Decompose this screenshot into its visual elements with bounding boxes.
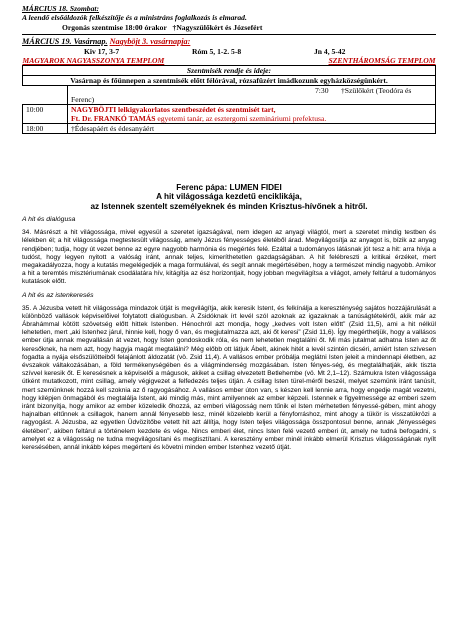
mass-time-1000: 10:00 [23, 105, 68, 124]
mass-time-1800: 18:00 [23, 124, 68, 134]
divider [22, 34, 436, 35]
saturday-notice: A leendő elsőáldozók felkészítője és a ministráns foglalkozás is elmarad. [22, 13, 247, 23]
rosary-notice: Vasárnap és főünnepen a szentmisék előtt félórával, rózsafüzért imádkozunk egyházközségünkért. [23, 76, 436, 86]
section-heading-1: A hit és dialógusa [22, 216, 76, 224]
article-subtitle-2: az Istennek szentelt személyeknek és minden Krisztus-hívőnek a hitről. [90, 201, 368, 211]
mass-schedule [22, 56, 436, 134]
schedule-heading: Szentmisék rendje és ideje: [23, 66, 436, 76]
announcements [22, 4, 436, 134]
church-2: SZENTHÁROMSÁG TEMPLOM [328, 56, 436, 66]
sunday-readings: Kiv 17, 3-7 Róm 5, 1-2. 5-8 Jn 4, 5-42 [84, 47, 346, 57]
article-title: Ferenc pápa: LUMEN FIDEI [176, 183, 282, 192]
church-1: MAGYAROK NAGYASSZONYA TEMPLOM [22, 56, 165, 66]
saturday-date: MÁRCIUS 18. Szombat: [22, 4, 100, 13]
mass-row-1800: †Édesapáért és édesanyáért [68, 124, 436, 134]
article [22, 183, 436, 452]
section-heading-2: A hit és az istenkeresés [22, 291, 94, 299]
paragraph-35: 35. A Jézusba vetett hit világossága mindazok útját is megvilágítja, akik keresik Istent, és felkínálja a kereszténység sajátos hozzájárulását a különböző vallások képviselőivel folytatott dialógusban. A Zsidóknak írt levél szól azoknak az igazaknak a tanúságtételéről, akik már az Ábrahámmal kötött szövetség előtt hittek Istenben. Hénochról azt mondja, hogy „kedves volt Isten előtt” (Zsid 11,5), ami a hit nélkül lehetetlen, mert „aki Istenhez járul, hinnie kell, hogy ő van, és megjutalmazza azt, aki őt keresi” (Zsid 11,6). Így megérthetjük, hogy a vallásos ember útja annak megvallásán át vezet, hogy Isten gondoskodik róla, és nem lehetetlen megtalálni őt. Mi más jutalmat adhatna Isten az őt keresőknek, ha nem azt, hogy hagyja magát megtalálni? Még előbb ott látjuk Ábelt, akinek hitét a levél szintén dicséri, amiért Isten szívesen fogadta a nyája elsőszülötteiből felajánlott áldozatát (vö. Zsid 11,4). A vallásos ember próbálja meglátni Isten jeleit a mindennapi életben, az évszakok váltakozásában, a föld termékenységében és a világmindenség mozgásában. Isten fényes-ség, és megtalálhatják, akik tiszta szívvel keresik őt. E keresésnek a képviselői a mágusok, akiket a csillag elvezetett Betlehembe (vö. Mt 2,1–12). Számukra Isten világossága útként mutatkozott, mint csillag, amely végigvezet a felfedezés teljes útján. A csillag Isten türel-méről beszél, melyet szemünk iránt tanúsít, mert szemünknek hozzá kell szoknia az ő ragyogásához. A vallásos ember úton van, s készen kell lennie arra, hogy engedje magát vezetni, hogy kilépjen önmagából és megtalálja Istent, aki mindig más, mint amilyennek az ember képzeli. Istennek e figyelmessége az emberi szem iránt bizonyítja, hogy amikor az ember közeledik őhozzá, az emberi világosság nem tűnik el Isten mérhetetlen fényessé-gében, mint ahogy hajnalban eltűnnek a csillagok, hanem annál fényesebb lesz, minél közelebb kerül a fényforráshoz, mint ahogy a tükör is visszatükrözi a ragyogást. A Jézusba, az egyetlen Üdvözítőbe vetett hit azt állítja, hogy Isten teljes világossága összpontosul benne, annak „fényességes életében”, akiben feltárul a történelem kezdete és vége. Nincs emberi élet, nincs Isten felé vezető emberi út, amely ne tudná befogadni, s amelyet ez a világosság ne tudna megvilágosítani és megtisztítani. A keresztény ember minél inkább elmerül Krisztus világosságának nyílt keresésében, annál inkább képes megérteni és követni minden ember Istenhez vezető útját. [22, 304, 436, 452]
paragraph-34: 34. Másrészt a hit világossága, mivel egyesül a szeretet igazságával, nem idegen az anyagi világtól, mert a szeretet mindig testben és lélekben él; a hit világossága megtestesült világosság, amely Jézus fényességes életéből árad. Megvilágosítja az anyagot is, bízik az anyag rendjében; tudja, hogy út vezet benne az egyre nagyobb harmónia és megértés felé. Ezáltal a tudományos látásnak jót tesz a hit: arra hívja a tudóst, hogy legyen nyitott a valóság iránt, annak teljes, kimeríthetetlen gazdagságában. A hit felébreszti a kritikai érzéket, mert megakadályozza, hogy a kutatás megelégedjék a maga formuláival, és segít annak megértésében, hogy a természet mindig nagyobb. Amikor a hit a teremtés misztériumának csodálatára hív, kitágítja az ész horizontjait, hogy jobban megvilágítsa a világot, amely feltárul a tudományos kutatások előtt. [22, 229, 436, 286]
sunday-heading: MÁRCIUS 19. Vasárnap. Nagyböjt 3. vasárnapja: [22, 37, 191, 47]
saturday-mass: Orgonás szentmise 18:00 órakor †Nagyszülőkért és Józsefért [62, 22, 263, 32]
mass-row-1000: NAGYBÖJTI lelkigyakorlatos szentbeszédet és szentmisét tart, Ft. Dr. FRANKÓ TAMÁS egyetemi tanár, az esztergomi szemináriumi prefektusa. [68, 105, 436, 124]
mass-row-730: 7:30 †Szülőkért (Teodóra és Ferenc) [68, 86, 436, 105]
article-subtitle-1: A hit világossága kezdetű enciklikája, [156, 192, 302, 202]
